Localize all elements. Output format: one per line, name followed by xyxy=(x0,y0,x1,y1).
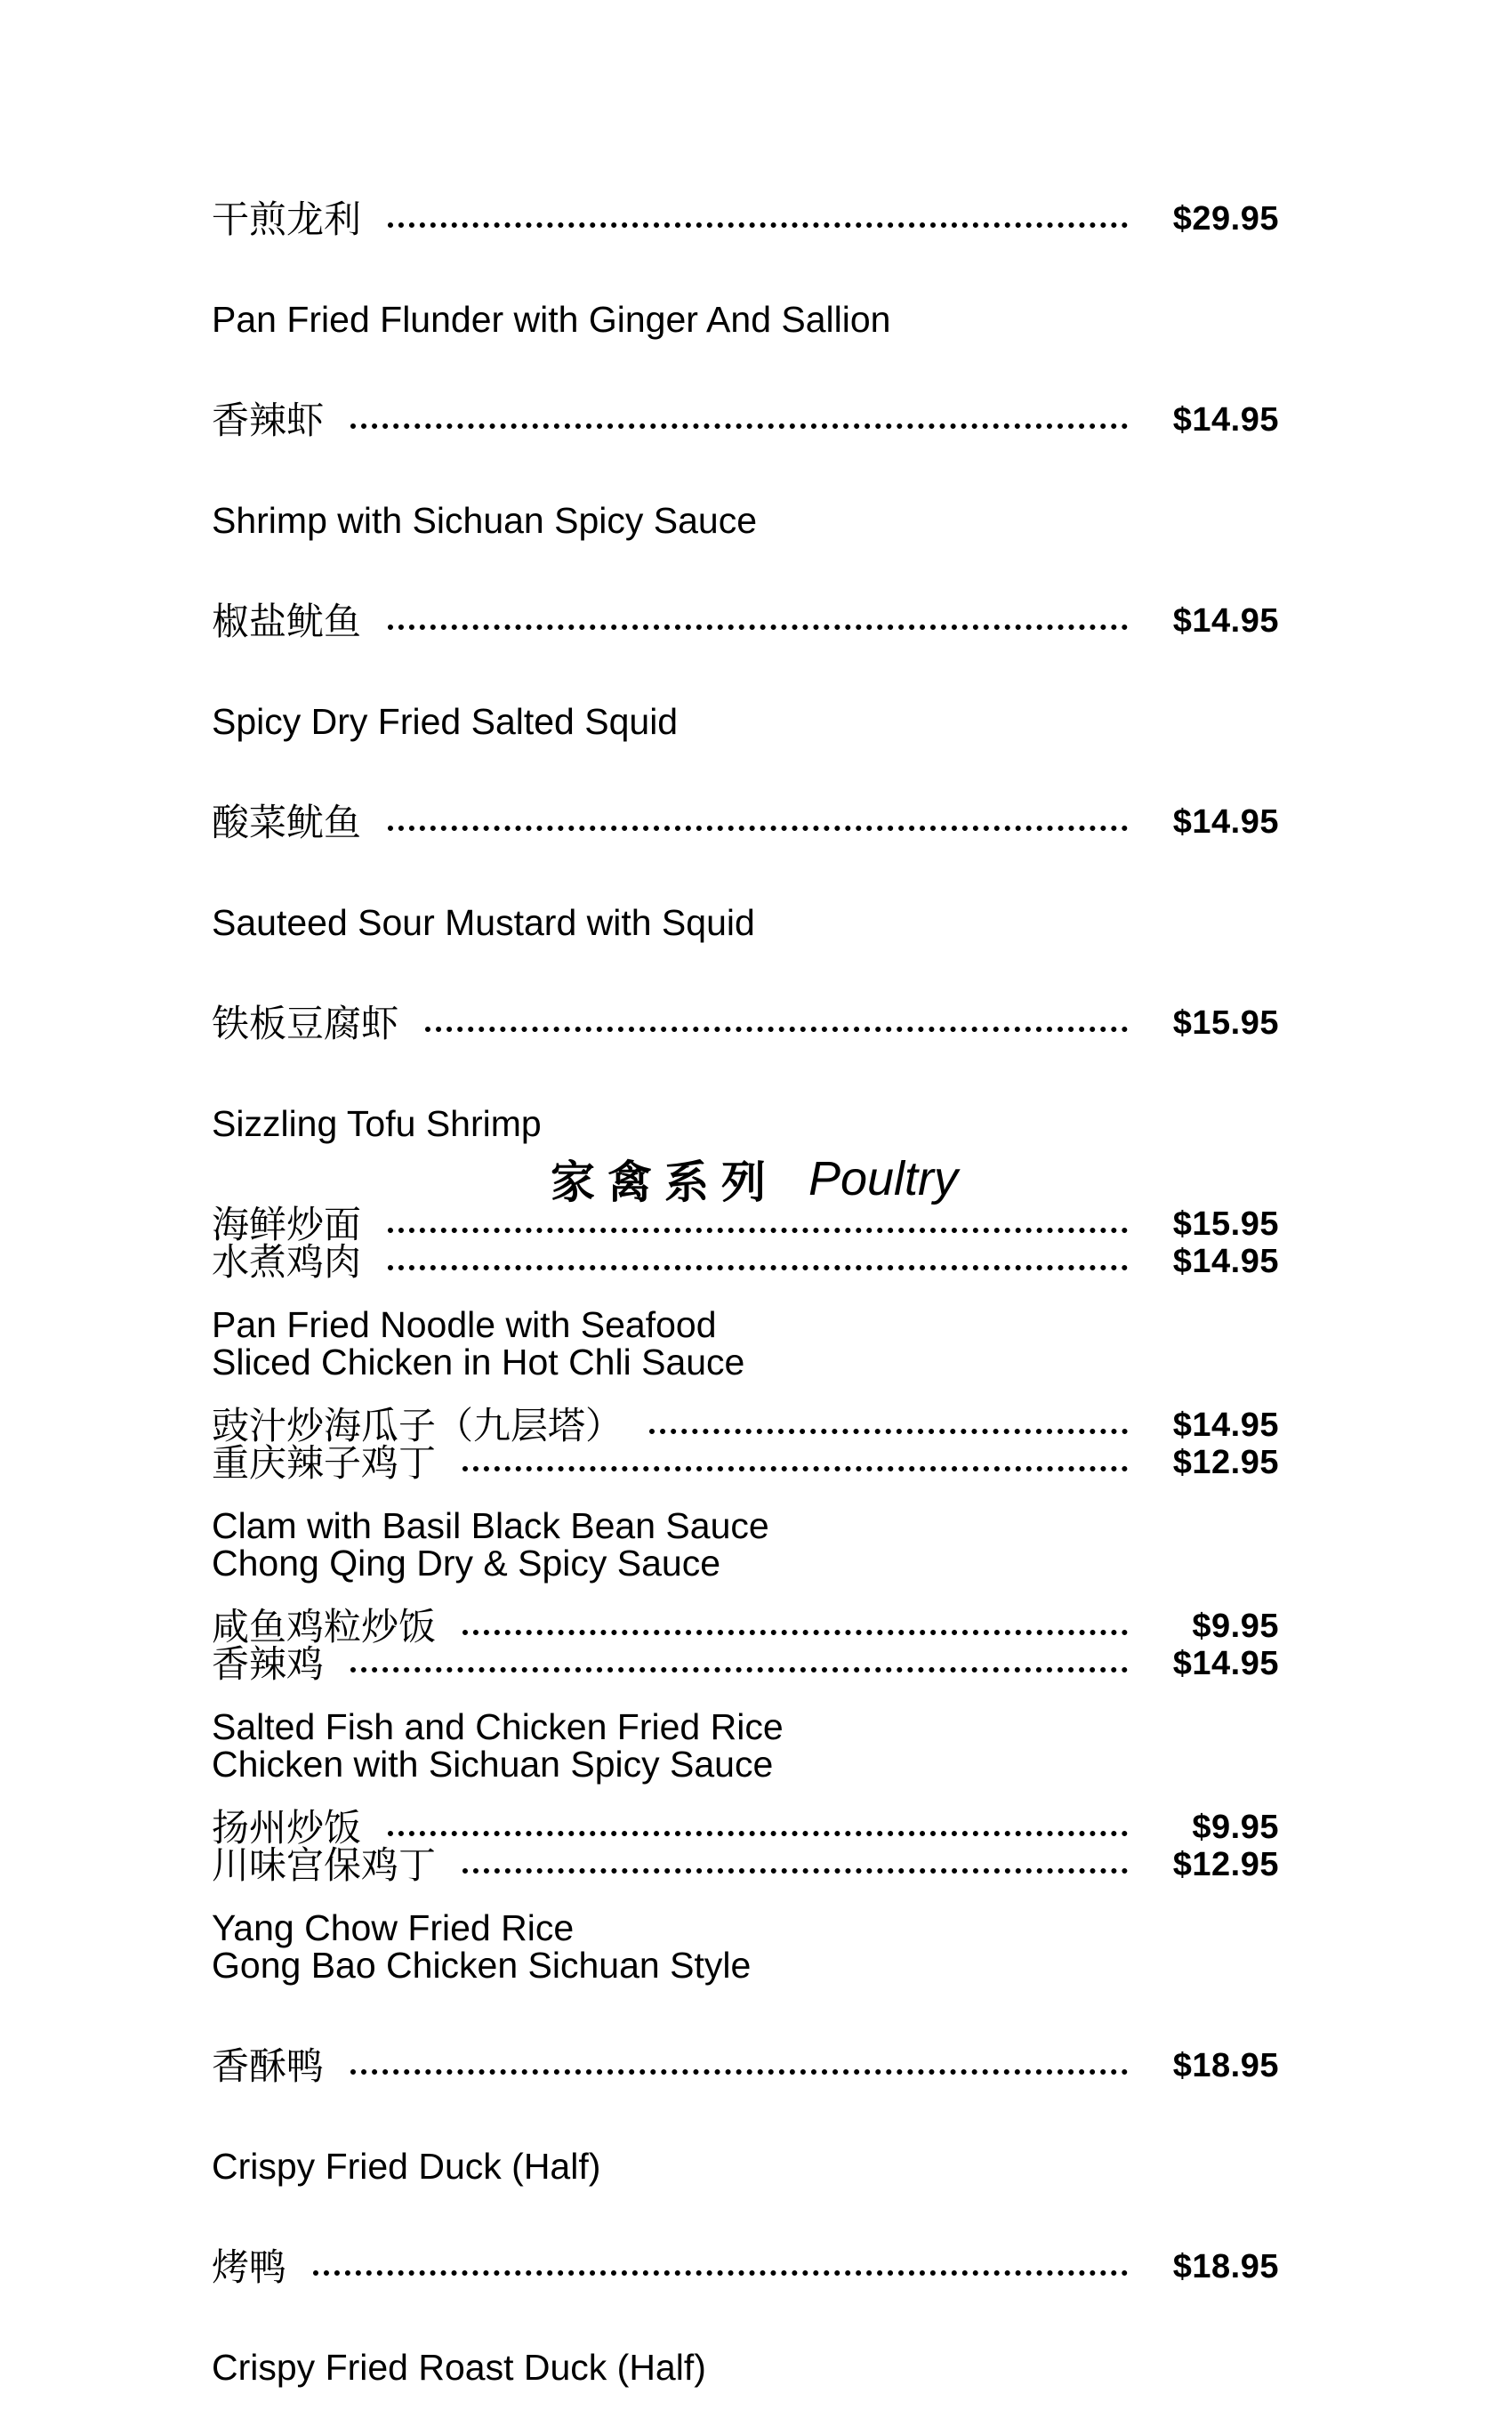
menu-item-english-name: Gong Bao Chicken Sichuan Style xyxy=(212,1945,752,1986)
menu-item-chinese-name: 椒盐鱿鱼 xyxy=(212,599,362,643)
menu-item xyxy=(212,973,1279,1174)
menu-item-english-name: Chicken with Sichuan Spicy Sauce xyxy=(212,1744,774,1785)
menu-item-top-row xyxy=(212,1815,1279,1915)
menu-item-price: $29.95 xyxy=(1172,200,1279,238)
menu-item-top-row xyxy=(212,2217,1279,2317)
heading-english: Poultry xyxy=(808,1152,959,1205)
menu-item-chinese-name: 水煮鸡肉 xyxy=(212,1239,362,1284)
menu-item-top-row xyxy=(212,571,1279,672)
menu-item-chinese-name: 香辣鸡 xyxy=(212,1641,325,1686)
menu-item-chinese-name: 豉汁炒海瓜子（九层塔） xyxy=(212,1403,623,1447)
menu-item-price: $15.95 xyxy=(1172,1205,1279,1243)
menu-item-chinese-name: 烤鸭 xyxy=(212,2245,287,2289)
poultry-section-heading xyxy=(0,1148,1510,1210)
menu-item-top-row xyxy=(212,169,1279,270)
menu-item-english-name: Clam with Basil Black Bean Sauce xyxy=(212,1505,769,1546)
menu-item-english-name: Salted Fish and Chicken Fried Rice xyxy=(212,1706,784,1747)
menu-item-english-name: Crispy Fried Duck (Half) xyxy=(212,2146,601,2187)
menu-item xyxy=(212,571,1279,772)
menu-item-price: $14.95 xyxy=(1172,401,1279,439)
menu-item-price: $18.95 xyxy=(1172,2248,1279,2285)
menu-item xyxy=(212,772,1279,973)
dot-leader xyxy=(425,1027,1128,1032)
menu-item-chinese-name: 铁板豆腐虾 xyxy=(212,1001,399,1045)
menu-item xyxy=(212,169,1279,370)
menu-item xyxy=(212,1413,1279,1614)
menu-item-chinese-name: 扬州炒饭 xyxy=(212,1805,362,1850)
menu-item-price: $14.95 xyxy=(1172,1645,1279,1682)
menu-item-top-row xyxy=(212,2016,1279,2116)
dot-leader xyxy=(388,222,1128,228)
menu-item-english-name: Yang Chow Fried Rice xyxy=(212,1907,575,1948)
menu-item-top-row xyxy=(212,1413,1279,1513)
menu-item-top-row xyxy=(212,370,1279,471)
menu-item-price: $9.95 xyxy=(1192,1809,1279,1846)
menu-item-price: $18.95 xyxy=(1172,2047,1279,2084)
menu-item-chinese-name: 咸鱼鸡粒炒饭 xyxy=(212,1604,437,1648)
menu-item xyxy=(212,1212,1279,1413)
poultry-menu-list xyxy=(212,1212,1279,2418)
menu-item-english-name: Spicy Dry Fried Salted Squid xyxy=(212,701,679,742)
menu-item-english-name: Shrimp with Sichuan Spicy Sauce xyxy=(212,500,758,541)
menu-item-top-row xyxy=(212,973,1279,1074)
dot-leader xyxy=(462,1868,1128,1874)
menu-item-english-name: Sizzling Tofu Shrimp xyxy=(212,1103,542,1144)
menu-item-chinese-name: 海鲜炒面 xyxy=(212,1202,362,1246)
dot-leader xyxy=(462,1466,1128,1471)
dot-leader xyxy=(388,625,1128,630)
menu-item-chinese-name: 香酥鸭 xyxy=(212,2043,325,2088)
menu-item-top-row xyxy=(212,1212,1279,1312)
menu-item-price: $12.95 xyxy=(1172,1846,1279,1883)
dot-leader xyxy=(388,826,1128,831)
menu-item-price: $14.95 xyxy=(1172,803,1279,841)
menu-item-english-name: Chong Qing Dry & Spicy Sauce xyxy=(212,1543,720,1584)
menu-item-top-row xyxy=(212,772,1279,873)
dot-leader xyxy=(350,2069,1128,2075)
menu-item-chinese-name: 重庆辣子鸡丁 xyxy=(212,1440,437,1485)
menu-item-english-name: Sauteed Sour Mustard with Squid xyxy=(212,902,755,943)
menu-item-price: $14.95 xyxy=(1172,1243,1279,1280)
menu-item xyxy=(212,1614,1279,1815)
menu-item-chinese-name: 干煎龙利 xyxy=(212,197,362,241)
menu-item xyxy=(212,2217,1279,2418)
menu-item-chinese-name: 川味宫保鸡丁 xyxy=(212,1842,437,1887)
menu-item-price: $9.95 xyxy=(1192,1608,1279,1645)
menu-item xyxy=(212,1815,1279,2016)
menu-item-english-name: Crispy Fried Roast Duck (Half) xyxy=(212,2347,706,2388)
dot-leader xyxy=(350,1667,1128,1672)
dot-leader xyxy=(388,1265,1128,1270)
menu-item-price: $12.95 xyxy=(1172,1444,1279,1481)
menu-item-english-name: Pan Fried Noodle with Seafood xyxy=(212,1304,717,1345)
heading-chinese: 家禽系列 xyxy=(550,1156,778,1208)
dot-leader xyxy=(313,2270,1128,2276)
menu-item xyxy=(212,370,1279,571)
menu-item-price: $14.95 xyxy=(1172,1406,1279,1444)
menu-item-price: $14.95 xyxy=(1172,602,1279,640)
menu-item-english-name: Sliced Chicken in Hot Chli Sauce xyxy=(212,1342,745,1382)
menu-item-price: $15.95 xyxy=(1172,1004,1279,1042)
menu-item-english-name: Pan Fried Flunder with Ginger And Sallion xyxy=(212,299,891,340)
menu-item-chinese-name: 酸菜鱿鱼 xyxy=(212,800,362,844)
menu-item xyxy=(212,2016,1279,2217)
menu-item-chinese-name: 香辣虾 xyxy=(212,398,325,442)
dot-leader xyxy=(350,423,1128,429)
menu-item-top-row xyxy=(212,1614,1279,1714)
